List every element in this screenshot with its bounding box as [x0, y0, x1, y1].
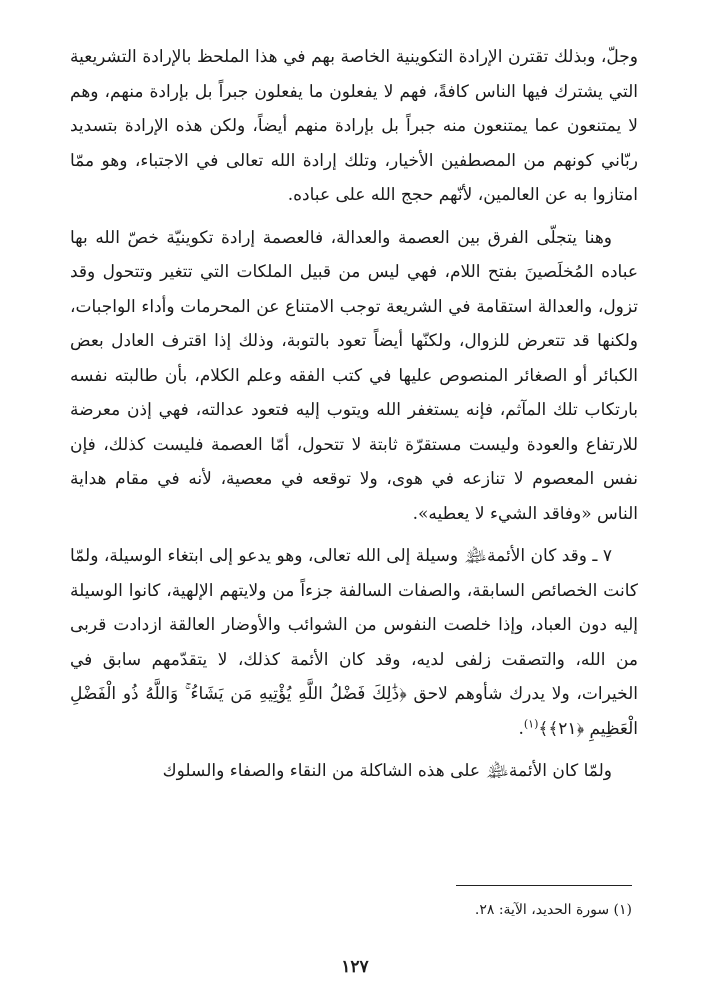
item-7-text: ٧ ـ وقد كان الأئمة﵈ وسيلة إلى الله تعالى، وهو يدعو إلى ابتغاء الوسيلة، ولمّا كانت الخصائص السابقة، والصفات السالفة جزءاً من ولايتهم الإلهية، كانوا الوسيلة إليه دون العباد، وإذا خلصت النفوس من الشوائب والأوضار العالقة ازدادت قربى من الله، والتصقت زلفى لديه، وقد كان الأئمة كذلك، لا يتقدّمهم سابق في الخيرات، ولا يدرك شأوهم لاحق: [70, 546, 638, 704]
page-number: ١٢٧: [341, 957, 369, 977]
item-7-end: .: [518, 718, 524, 739]
footnote-reference[interactable]: (١): [523, 716, 539, 730]
paragraph-1: وجلّ، وبذلك تقترن الإرادة التكوينية الخاصة بهم في هذا الملحظ بالإرادة التشريعية التي يشترك فيها الناس كافةً، فهم لا يفعلون ما يفعلون جبراً بل بإرادة منهم، وهم لا يمتنعون عما يمتنعون منه جبراً بل بإرادة منهم أيضاً، ولكن هذه الإرادة بتسديد ربّاني كونهم من المصطفين الأخيار، وتلك إرادة الله تعالى في الاجتباء، وهو ممّا امتازوا به عن العالمين، لأنّهم حجج الله على عباده.: [70, 47, 638, 205]
paragraph-last-line: ولمّا كان الأئمة﵈ على هذه الشاكلة من النقاء والصفاء والسلوك: [162, 761, 612, 781]
paragraph-item-7: [70, 539, 638, 746]
footnote: (١) سورة الحديد، الآية: ٢٨.: [474, 902, 632, 918]
quran-verse: ﴿ذَٰلِكَ فَضْلُ اللَّهِ يُؤْتِيهِ مَن يَشَاءُ ۚ وَاللَّهُ ذُو الْفَضْلِ الْعَظِيمِ ﴿٢١﴾﴾: [70, 684, 638, 739]
paragraph-2: وهنا يتجلّى الفرق بين العصمة والعدالة، فالعصمة إرادة تكوينيّة خصّ الله بها عباده المُخلَصينَ بفتح اللام، فهي ليس من قبيل الملكات التي تتغير وتتحول وقد تزول، والعدالة استقامة في الشريعة توجب الامتناع عن المحرمات وأداء الواجبات، ولكنها قد تتعرض للزوال، ولكنّها أيضاً تعود بالتوبة، وذلك إذا اقترف العادل بعض الكبائر أو الصغائر المنصوص عليها في كتب الفقه وعلم الكلام، بأن طالبته نفسه بارتكاب تلك المآثم، فإنه يستغفر الله ويتوب إليه فتعود عدالته، فهي إذن معرضة للارتفاع والعودة وليست مستقرّة ثابتة لا تتحول، أمّا العصمة فليست كذلك، فإن نفس المعصوم لا تنازعه في هوى، ولا توقعه في معصية، لأنه في مقام هداية الناس «وفاقد الشيء لا يعطيه».: [70, 227, 638, 524]
main-text: [70, 40, 638, 789]
footnote-separator: [456, 885, 632, 886]
